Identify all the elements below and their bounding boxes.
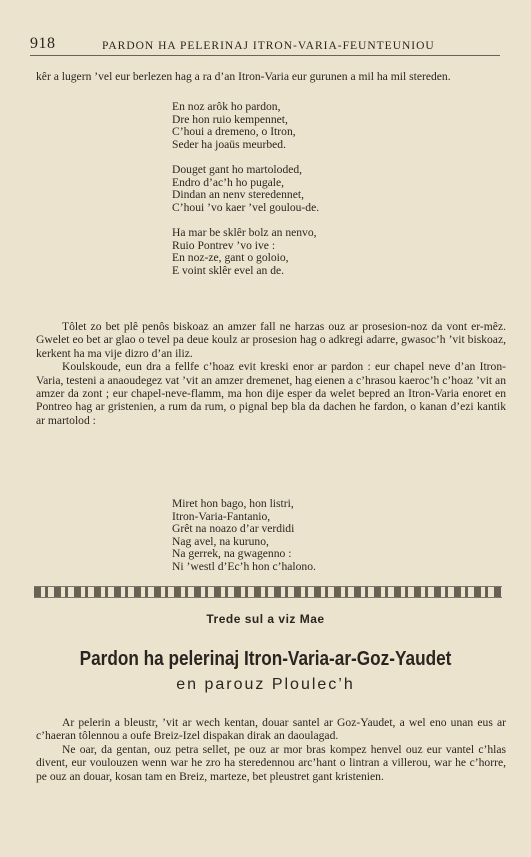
verse-block-1 — [172, 101, 319, 277]
verse-line: Dindan an nenv steredennet, — [172, 188, 304, 202]
verse-line: C’houi ’vo kaer ’vel goulou-de. — [172, 200, 320, 214]
verse-line: Na gerrek, na gwagenno : — [172, 547, 292, 561]
verse-line: Itron-Varia-Fantanio, — [172, 509, 271, 523]
page-header — [30, 35, 500, 56]
paragraph: Tôlet zo bet plê penôs biskoaz an amzer fall ne harzas ouz ar prosesion-noz da vont er-mêz. Gwelet eo bet ar glao o tevel pa deue koulz ar prosesion hag o adkregi adarre, gwasoc’h ’vit biskoaz, kerkent ha ma vije dizro d’an iliz. — [36, 320, 506, 360]
running-head: PARDON HA PELERINAJ ITRON-VARIA-FEUNTEUNIOU — [102, 40, 435, 52]
chapter-subtitle: en parouz Ploulec’h — [176, 676, 355, 693]
ornamental-divider — [34, 586, 502, 598]
prose-block-2 — [36, 320, 506, 427]
chapter-title: Pardon ha pelerinaj Itron-Varia-ar-Goz-Yaudet — [79, 648, 452, 670]
prose-block-3 — [36, 716, 506, 783]
verse-line: Miret hon bago, hon listri, — [172, 497, 294, 510]
paragraph: Ar pelerin a bleustr, ’vit ar wech kentan, douar santel ar Goz-Yaudet, a wel eno unan eus ar c’haeran tôlennou a oufe Breiz-Izel dispakan dirak an daoulagad. — [36, 716, 506, 743]
verse-line: En noz arôk ho pardon, — [172, 100, 281, 113]
section-heading: Trede sul a viz Mae — [206, 612, 325, 626]
verse-line: Ha mar be sklêr bolz an nenvo, — [172, 225, 317, 239]
verse-line: En noz-ze, gant o goloio, — [172, 251, 289, 265]
verse-line: Dre hon ruio kempennet, — [172, 112, 288, 126]
verse-line: Grêt na noazo d’ar verdidi — [172, 522, 295, 536]
verse-line: E voint sklêr evel an de. — [172, 263, 285, 277]
paragraph: kêr a lugern ’vel eur berlezen hag a ra d’an Itron-Varia eur gurunen a mil ha mil stereden. — [36, 70, 451, 83]
verse-line: Nag avel, na kuruno, — [172, 534, 269, 548]
paragraph: Koulskoude, eun dra a fellfe c’hoaz evit kreski enor ar pardon : eur chapel neve d’an Itron-Varia, testeni a anaoudegez vat ’vit an amzer dremenet, hag eienen a c’hrasou kaeroc’h c’hoaz ’vit an amzer da zont ; eur chapel-neve-flamm, ma hon dije esper da welet bepred an Itron-Varia enoret en Pontreo hag ar gristenien, a rum da rum, o pignal bep bla da dachen he fardon, o kanan d’ezi kantik ar martolod : — [36, 360, 506, 427]
verse-line: C’houi a dremeno, o Itron, — [172, 125, 296, 139]
verse-line: Ruio Pontrev ’vo ive : — [172, 238, 276, 252]
verse-line: Seder ha joaüs meurbed. — [172, 137, 286, 151]
page-number: 918 — [30, 35, 56, 52]
prose-block-1 — [36, 70, 506, 83]
verse-line: Douget gant ho martoloded, — [172, 162, 303, 176]
paragraph: Ne oar, da gentan, ouz petra sellet, pe ouz ar mor bras kompez henvel ouz eur vantel c’hlas divent, eur voulouzen wenn war he zro ha steredennou arc’hant o lintran a villerou, war he c’horre, pe ouz an douar, kosan tam en Breiz, marteze, bet pleustret gant kristenien. — [36, 742, 506, 783]
verse-line: Endro d’ac’h ho pugale, — [172, 175, 285, 189]
verse-line: Ni ’westl d’Ec’h hon c’halono. — [172, 559, 316, 573]
verse-block-2 — [172, 498, 316, 574]
